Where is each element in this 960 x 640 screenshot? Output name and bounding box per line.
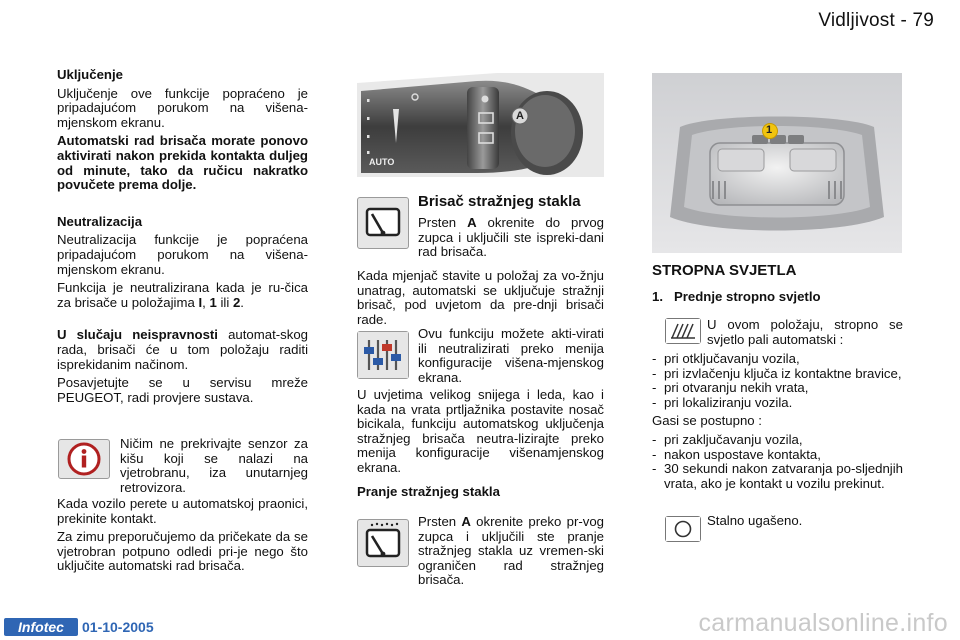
paragraph-snijeg-wrap bbox=[357, 388, 604, 476]
paragraph-ukljucenje: Uključenje ove funkcije popraćeno je pripadajućom porukom na višena-mjenskom ekranu. bbox=[57, 85, 308, 130]
text-neispravnost-rest: automat-skog rada, brisači će u tom položaju raditi isprekidanim načinom. bbox=[57, 327, 308, 372]
config-menu-icon bbox=[358, 332, 408, 378]
list-pali bbox=[652, 352, 903, 491]
column-right-top bbox=[652, 262, 903, 305]
paragraph-polozaj: U ovom položaju, stropno se svjetlo pali automatski : bbox=[707, 317, 903, 347]
list-item: - pri otvaranju nekih vrata, bbox=[652, 381, 903, 396]
paragraph-prsten bbox=[418, 216, 604, 260]
ceiling-light-photo bbox=[652, 73, 902, 253]
photo-label-auto: AUTO bbox=[369, 157, 395, 167]
list-item-text: pri lokaliziranju vozila. bbox=[664, 394, 793, 410]
paragraph-servis: Posavjetujte se u servisu mreže PEUGEOT, radi provjere sustava. bbox=[57, 375, 308, 405]
page-header: Vidljivost - 79 bbox=[818, 10, 934, 31]
text-pranje-pre: Prsten bbox=[418, 514, 462, 529]
text-position-I: I bbox=[198, 294, 203, 310]
text-end: . bbox=[240, 294, 244, 310]
ceiling-off-icon-box bbox=[665, 516, 701, 542]
list-item-text: pri otvaranju nekih vrata, bbox=[664, 380, 809, 396]
rear-washer-icon-box bbox=[357, 519, 409, 567]
text-pranje-rest: okrenite preko pr-vog zupca i uključili ste pranje stražnjeg stakla uz vremen-ski ograničen rad stražnjeg brisača. bbox=[418, 514, 605, 588]
paragraph-stalno: Stalno ugašeno. bbox=[707, 513, 803, 528]
rear-wiper-icon-box bbox=[357, 197, 409, 249]
list-item: - pri izvlačenju ključa iz kontaktne bravice, bbox=[652, 365, 902, 381]
paragraph-zima: Za zimu preporučujemo da pričekate da se vjetrobran potpuno odledi pri-je nego što uključite automatski rad brisača. bbox=[57, 529, 308, 574]
list-item: - pri otključavanju vozila, bbox=[652, 352, 903, 367]
heading-ukljucenje: Uključenje bbox=[57, 67, 123, 82]
info-icon bbox=[59, 440, 109, 478]
watermark: carmanualsonline.info bbox=[698, 609, 948, 637]
ceiling-door-icon bbox=[666, 319, 700, 343]
paragraph-gasi: Gasi se postupno : bbox=[652, 413, 762, 429]
list-item-text: pri otključavanju vozila, bbox=[664, 351, 800, 366]
list-item: - pri zaključavanju vozila, bbox=[652, 433, 903, 448]
paragraph-automatski: Automatski rad brisača morate ponovo aktivirati nakon prekida kontakta duljeg od minute, tako da ručicu nakratko povučete prema dolje. bbox=[57, 133, 308, 193]
text-position-2: 2 bbox=[232, 294, 241, 310]
subheading-prednje-svjetlo: 1. Prednje stropno svjetlo bbox=[652, 289, 821, 304]
text-pranje-A: A bbox=[461, 514, 471, 529]
text-position-1: 1 bbox=[209, 294, 217, 310]
paragraph-praonica: Kada vozilo perete u automatskoj praonici, prekinite kontakt. bbox=[57, 496, 308, 526]
column-left bbox=[57, 68, 308, 405]
rear-wiper-icon bbox=[358, 198, 408, 248]
column-left-bottom bbox=[57, 497, 308, 574]
photo-label-1: 1 bbox=[766, 124, 773, 136]
heading-neutralizacija: Neutralizacija bbox=[57, 213, 143, 229]
list-item: - nakon uspostave kontakta, bbox=[652, 448, 903, 463]
paragraph-neispravnost bbox=[57, 328, 308, 372]
heading-pranje: Pranje stražnjeg stakla bbox=[357, 484, 500, 499]
rear-washer-icon bbox=[358, 520, 408, 566]
paragraph-mjenjac-wrap bbox=[357, 269, 604, 327]
paragraph-snijeg: U uvjetima velikog snijega i leda, kao i kada na vrata prtljažnika postavite nosač bicikala, funkciju automatskog uključenja stražnjeg brisača neutra-lizirajte preko menija konfiguracije višenamjenskog ekrana. bbox=[357, 387, 604, 475]
paragraph-ovu-wrap bbox=[418, 327, 604, 385]
paragraph-ovu: Ovu funkciju možete akti-virati ili neutralizirati preko menija konfiguracije višena-mjenskog ekrana. bbox=[418, 326, 604, 385]
info-note bbox=[120, 437, 308, 495]
text-prsten-pre: Prsten bbox=[418, 215, 468, 230]
text-prsten-rest: okrenite do prvog zupca i uključili ste ispreki-dani rad brisača. bbox=[418, 215, 604, 260]
info-icon-box bbox=[58, 439, 110, 479]
photo-label-A: A bbox=[516, 110, 524, 122]
title-brisac-straznjeg: Brisač stražnjeg stakla bbox=[418, 193, 581, 210]
footer-date: 01-10-2005 bbox=[82, 619, 154, 635]
title-stropna-svjetla: STROPNA SVJETLA bbox=[652, 262, 797, 279]
config-menu-icon-box bbox=[357, 331, 409, 379]
list-item: - 30 sekundi nakon zatvaranja po-sljednjih vrata, ako je kontakt u vozilu prekinut. bbox=[652, 461, 903, 491]
text-prsten-A: A bbox=[467, 215, 477, 230]
paragraph-pranje-wrap bbox=[418, 515, 604, 588]
paragraph-neutralizacija-1: Neutralizacija funkcije je popraćena pripadajućom porukom na višena-mjenskom ekranu. bbox=[57, 232, 308, 277]
list-item-text: nakon uspostave kontakta, bbox=[664, 446, 821, 462]
circle-off-icon bbox=[666, 517, 700, 541]
list-item: - pri lokaliziranju vozila. bbox=[652, 396, 903, 411]
paragraph-neutralizacija-2 bbox=[57, 281, 308, 310]
paragraph-polozaj-wrap bbox=[707, 318, 903, 347]
ceiling-light-illustration bbox=[652, 73, 902, 253]
text-neutralizacija-pre: Funkcija je neutralizirana kada je ru-čica za brisače u položajima bbox=[57, 280, 308, 310]
paragraph-mjenjac: Kada mjenjač stavite u položaj za vo-žnju unatrag, automatski se uključuje stražnji brisač, pod uvjetom da pre-dnji brisači rade. bbox=[357, 268, 604, 327]
paragraph-pranje bbox=[418, 515, 604, 588]
text-ili: ili bbox=[216, 294, 233, 310]
list-item-text: pri izvlačenju ključa iz kontaktne bravice, bbox=[664, 365, 902, 381]
wiper-stalk-photo bbox=[357, 73, 604, 177]
ceiling-auto-icon-box bbox=[665, 318, 701, 344]
text-sep: , bbox=[202, 294, 210, 310]
rear-wiper-section bbox=[418, 193, 604, 260]
info-note-text: Ničim ne prekrivajte senzor za kišu koji se nalazi na vjetrobranu, iza unutarnjeg retrovizora. bbox=[120, 436, 308, 495]
list-item-text: 30 sekundi nakon zatvaranja po-sljednjih vrata, ako je kontakt u vozilu prekinut. bbox=[664, 461, 903, 491]
text-neispravnost-bold: U slučaju neispravnosti bbox=[57, 327, 218, 343]
infotec-logo: Infotec bbox=[4, 618, 78, 636]
list-item-text: pri zaključavanju vozila, bbox=[664, 431, 803, 447]
